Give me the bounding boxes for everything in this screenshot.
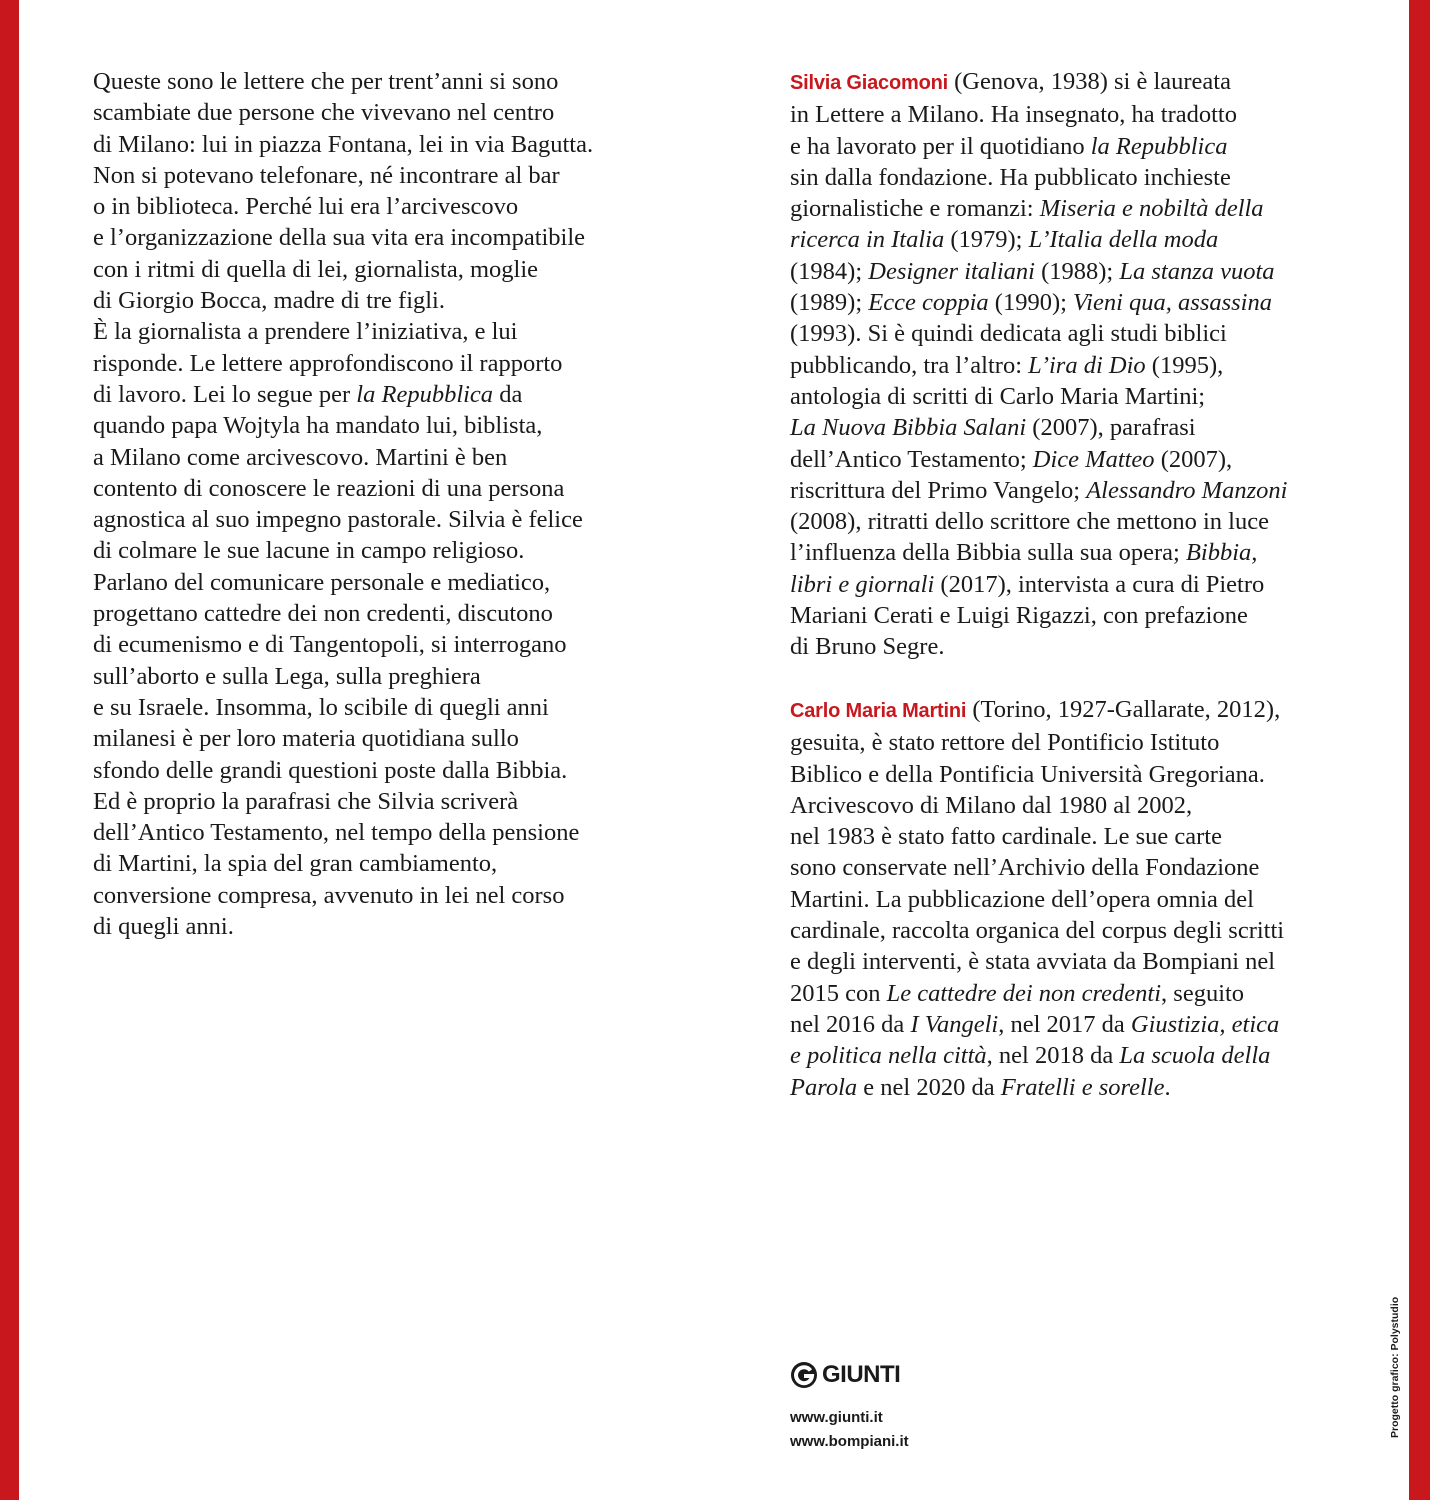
work-title: Parola: [790, 1073, 858, 1101]
bompiani-url[interactable]: www.bompiani.it: [790, 1433, 909, 1450]
work-title: Designer italiani: [868, 257, 1035, 285]
author-bios: [790, 66, 1380, 1103]
text-run: (1995),: [1145, 351, 1224, 379]
text-run: l’influenza della Bibbia sulla sua opera;: [790, 539, 1186, 567]
text-run: nel 2016 da: [790, 1010, 911, 1038]
bio-line: cardinale, raccolta organica del corpus degli scritti: [790, 917, 1285, 945]
text-run: (1984);: [790, 257, 869, 285]
text-run: pubblicando, tra l’altro:: [790, 351, 1029, 379]
text-run: (2007), parafrasi: [1026, 414, 1196, 442]
design-credit: Progetto grafico: Polystudio: [1389, 1296, 1401, 1438]
work-title: libri e giornali: [790, 570, 935, 598]
bio-giacomoni: [790, 66, 1380, 663]
text-run: da: [493, 380, 523, 408]
bio-line: in Lettere a Milano. Ha insegnato, ha tradotto: [790, 101, 1237, 129]
bio-line: Arcivescovo di Milano dal 1980 al 2002,: [790, 791, 1193, 819]
synopsis-line: [93, 379, 693, 410]
work-title: La Nuova Bibbia Salani: [790, 414, 1027, 442]
synopsis-line: sull’aborto e sulla Lega, sulla preghiera: [93, 662, 481, 690]
synopsis-text: [93, 66, 693, 942]
author-name: Carlo Maria Martini: [790, 699, 967, 722]
synopsis-line: milanesi è per loro materia quotidiana sullo: [93, 725, 519, 753]
bio-line: [790, 66, 1380, 99]
right-red-band: [1409, 0, 1430, 1500]
text-run: (1989);: [790, 289, 869, 317]
text-run: , seguito: [1161, 979, 1245, 1007]
synopsis-line: dell’Antico Testamento, nel tempo della pensione: [93, 819, 580, 847]
bio-line: [790, 256, 1380, 287]
synopsis-line: contento di conoscere le reazioni di una persona: [93, 474, 565, 502]
bio-line: e degli interventi, è stata avviata da Bompiani nel: [790, 948, 1276, 976]
synopsis-line: di Martini, la spia del gran cambiamento,: [93, 850, 498, 878]
work-title: Vieni qua, assassina: [1073, 289, 1272, 317]
bio-line: [790, 193, 1380, 224]
bio-line: di Bruno Segre.: [790, 633, 945, 661]
bio-line: [790, 131, 1380, 162]
synopsis-line: di quegli anni.: [93, 913, 234, 941]
bio-line: nel 1983 è stato fatto cardinale. Le sue carte: [790, 823, 1222, 851]
synopsis-line: di colmare le sue lacune in campo religioso.: [93, 537, 525, 565]
bio-line: antologia di scritti di Carlo Maria Martini;: [790, 382, 1206, 410]
text-run: , nel 2018 da: [986, 1042, 1120, 1070]
work-title: Ecce coppia: [868, 289, 989, 317]
bio-line: [790, 1040, 1380, 1071]
synopsis-line: e su Israele. Insomma, lo scibile di quegli anni: [93, 693, 549, 721]
bio-line: Martini. La pubblicazione dell’opera omnia del: [790, 885, 1254, 913]
synopsis-line: di Giorgio Bocca, madre di tre figli.: [93, 287, 445, 315]
synopsis-line: a Milano come arcivescovo. Martini è ben: [93, 443, 508, 471]
synopsis-line: agnostica al suo impegno pastorale. Silvia è felice: [93, 506, 583, 534]
bio-line: [790, 224, 1380, 255]
bio-martini: [790, 694, 1380, 1103]
work-title: Miseria e nobiltà della: [1039, 195, 1264, 223]
work-title: Dice Matteo: [1032, 445, 1155, 473]
author-name: Silvia Giacomoni: [790, 72, 948, 94]
work-title: L’ira di Dio: [1028, 351, 1146, 379]
text-run: (Torino, 1927-Gallarate, 2012),: [966, 695, 1281, 723]
synopsis-line: progettano cattedre dei non credenti, discutono: [93, 600, 553, 628]
bio-line: [790, 1072, 1380, 1103]
publisher-logo: [790, 1360, 900, 1390]
synopsis-line: sfondo delle grandi questioni poste dalla Bibbia.: [93, 756, 568, 784]
work-title: La scuola della: [1119, 1042, 1271, 1070]
bio-line: sono conservate nell’Archivio della Fondazione: [790, 854, 1260, 882]
bio-line: [790, 1009, 1380, 1040]
synopsis-line: quando papa Wojtyla ha mandato lui, biblista,: [93, 412, 543, 440]
work-title: I Vangeli: [910, 1010, 999, 1038]
text-run: , nel 2017 da: [998, 1010, 1131, 1038]
work-title: ricerca in Italia: [790, 226, 945, 254]
work-title: La stanza vuota: [1119, 257, 1275, 285]
publisher-urls: [790, 1406, 909, 1454]
synopsis-line: Ed è proprio la parafrasi che Silvia scriverà: [93, 787, 519, 815]
text-run: dell’Antico Testamento;: [790, 445, 1033, 473]
work-title: e politica nella città: [790, 1042, 987, 1070]
synopsis-line: di ecumenismo e di Tangentopoli, si interrogano: [93, 631, 567, 659]
left-red-band: [0, 0, 19, 1500]
work-title: Fratelli e sorelle: [1000, 1073, 1165, 1101]
newspaper-title: la Repubblica: [356, 380, 494, 408]
bio-line: [790, 412, 1380, 443]
giunti-g-icon: [790, 1361, 818, 1389]
work-title: la Repubblica: [1090, 132, 1228, 160]
synopsis-line: conversione compresa, avvenuto in lei nel corso: [93, 881, 565, 909]
text-run: (1979);: [944, 226, 1029, 254]
text-run: (2017), intervista a cura di Pietro: [934, 570, 1265, 598]
bio-line: [790, 287, 1380, 318]
bio-line: Biblico e della Pontificia Università Gregoriana.: [790, 760, 1265, 788]
text-run: (Genova, 1938) si è laureata: [947, 68, 1231, 95]
paragraph-gap: [790, 663, 1380, 694]
text-run: e ha lavorato per il quotidiano: [790, 132, 1091, 160]
work-title: Giustizia, etica: [1130, 1010, 1280, 1038]
synopsis-line: scambiate due persone che vivevano nel centro: [93, 99, 555, 127]
bio-line: [790, 475, 1380, 506]
synopsis-line: risponde. Le lettere approfondiscono il rapporto: [93, 349, 563, 377]
text-run: 2015 con: [790, 979, 887, 1007]
work-title: L’Italia della moda: [1028, 226, 1219, 254]
logo-text: GIUNTI: [822, 1361, 901, 1388]
text-run: (1988);: [1034, 257, 1120, 285]
bio-line: [790, 537, 1380, 568]
bio-line: [790, 569, 1380, 600]
bio-line: sin dalla fondazione. Ha pubblicato inchieste: [790, 163, 1231, 191]
text-run: di lavoro. Lei lo segue per: [93, 380, 357, 408]
work-title: Le cattedre dei non credenti: [886, 979, 1162, 1007]
synopsis-line: di Milano: lui in piazza Fontana, lei in via Bagutta.: [93, 130, 594, 158]
synopsis-line: Queste sono le lettere che per trent’anni si sono: [93, 68, 559, 95]
text-run: e nel 2020 da: [857, 1073, 1001, 1101]
bio-line: [790, 444, 1380, 475]
work-title: Bibbia,: [1185, 539, 1258, 567]
synopsis-line: Parlano del comunicare personale e mediatico,: [93, 568, 551, 596]
bio-line: gesuita, è stato rettore del Pontificio Istituto: [790, 729, 1220, 757]
text-run: riscrittura del Primo Vangelo;: [790, 476, 1087, 504]
synopsis-line: e l’organizzazione della sua vita era incompatibile: [93, 224, 586, 252]
bio-line: [790, 694, 1380, 727]
synopsis-line: o in biblioteca. Perché lui era l’arcivescovo: [93, 193, 519, 221]
synopsis-line: Non si potevano telefonare, né incontrare al bar: [93, 161, 560, 189]
bio-line: Mariani Cerati e Luigi Rigazzi, con prefazione: [790, 602, 1248, 630]
bio-line: [790, 350, 1380, 381]
text-run: (2007),: [1154, 445, 1233, 473]
bio-line: (1993). Si è quindi dedicata agli studi biblici: [790, 320, 1227, 348]
text-run: .: [1164, 1073, 1171, 1101]
synopsis-line: È la giornalista a prendere l’iniziativa, e lui: [93, 318, 518, 346]
giunti-url[interactable]: www.giunti.it: [790, 1409, 883, 1426]
text-run: (1990);: [988, 289, 1074, 317]
work-title: Alessandro Manzoni: [1086, 476, 1288, 504]
text-run: giornalistiche e romanzi:: [790, 195, 1040, 223]
bio-line: [790, 978, 1380, 1009]
synopsis-line: con i ritmi di quella di lei, giornalista, moglie: [93, 255, 538, 283]
bio-line: (2008), ritratti dello scrittore che mettono in luce: [790, 508, 1269, 536]
